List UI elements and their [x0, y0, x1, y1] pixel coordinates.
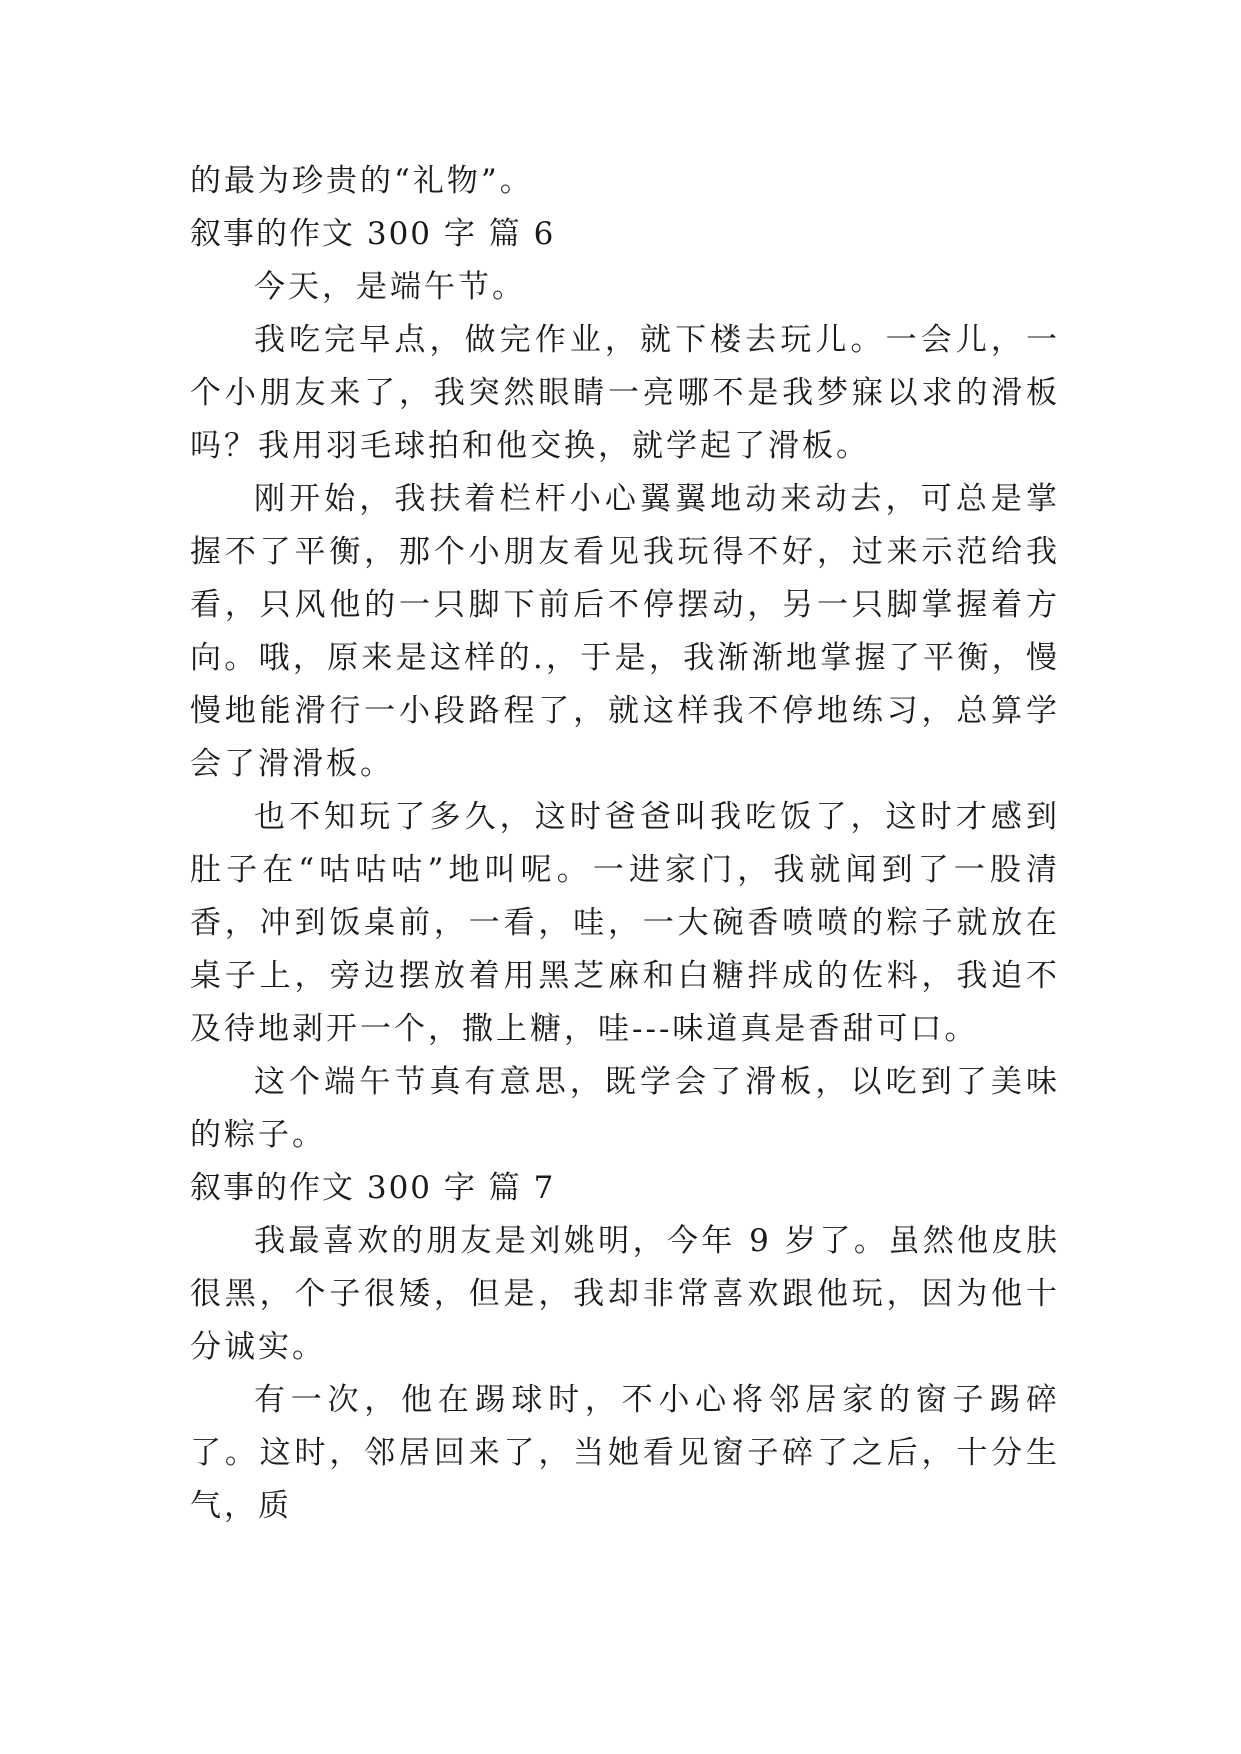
section-heading-7: 叙事的作文 300 字 篇 7: [190, 1170, 556, 1206]
paragraph: 有一次，他在踢球时，不小心将邻居家的窗子踢碎了。这时，邻居回来了，当她看见窗子碎了之后，十分生气，质: [190, 1382, 1060, 1524]
paragraph: 这个端午节真有意思，既学会了滑板，以吃到了美味的粽子。: [190, 1064, 1060, 1153]
paragraph: 我吃完早点，做完作业，就下楼去玩儿。一会儿，一个小朋友来了，我突然眼睛一亮哪不是我梦寐以求的滑板吗？我用羽毛球拍和他交换，就学起了滑板。: [190, 322, 1060, 464]
section-heading-6: 叙事的作文 300 字 篇 6: [190, 216, 556, 252]
paragraph-continuation: 的最为珍贵的“礼物”。: [190, 163, 534, 199]
paragraph: 也不知玩了多久，这时爸爸叫我吃饭了，这时才感到肚子在“咕咕咕”地叫呢。一进家门，我就闻到了一股清香，冲到饭桌前，一看，哇，一大碗香喷喷的粽子就放在桌子上，旁边摆放着用黑芝麻和白糖拌成的佐料，我迫不及待地剥开一个，撒上糖，哇---味道真是香甜可口。: [190, 799, 1060, 1047]
paragraph: 我最喜欢的朋友是刘姚明，今年 9 岁了。虽然他皮肤很黑，个子很矮，但是，我却非常喜欢跟他玩，因为他十分诚实。: [190, 1223, 1060, 1365]
document-body: [190, 155, 1060, 1533]
paragraph: 刚开始，我扶着栏杆小心翼翼地动来动去，可总是掌握不了平衡，那个小朋友看见我玩得不好，过来示范给我看，只风他的一只脚下前后不停摆动，另一只脚掌握着方向。哦，原来是这样的.，于是，我渐渐地掌握了平衡，慢慢地能滑行一小段路程了，就这样我不停地练习，总算学会了滑滑板。: [190, 481, 1060, 782]
paragraph: 今天，是端午节。: [254, 269, 526, 305]
